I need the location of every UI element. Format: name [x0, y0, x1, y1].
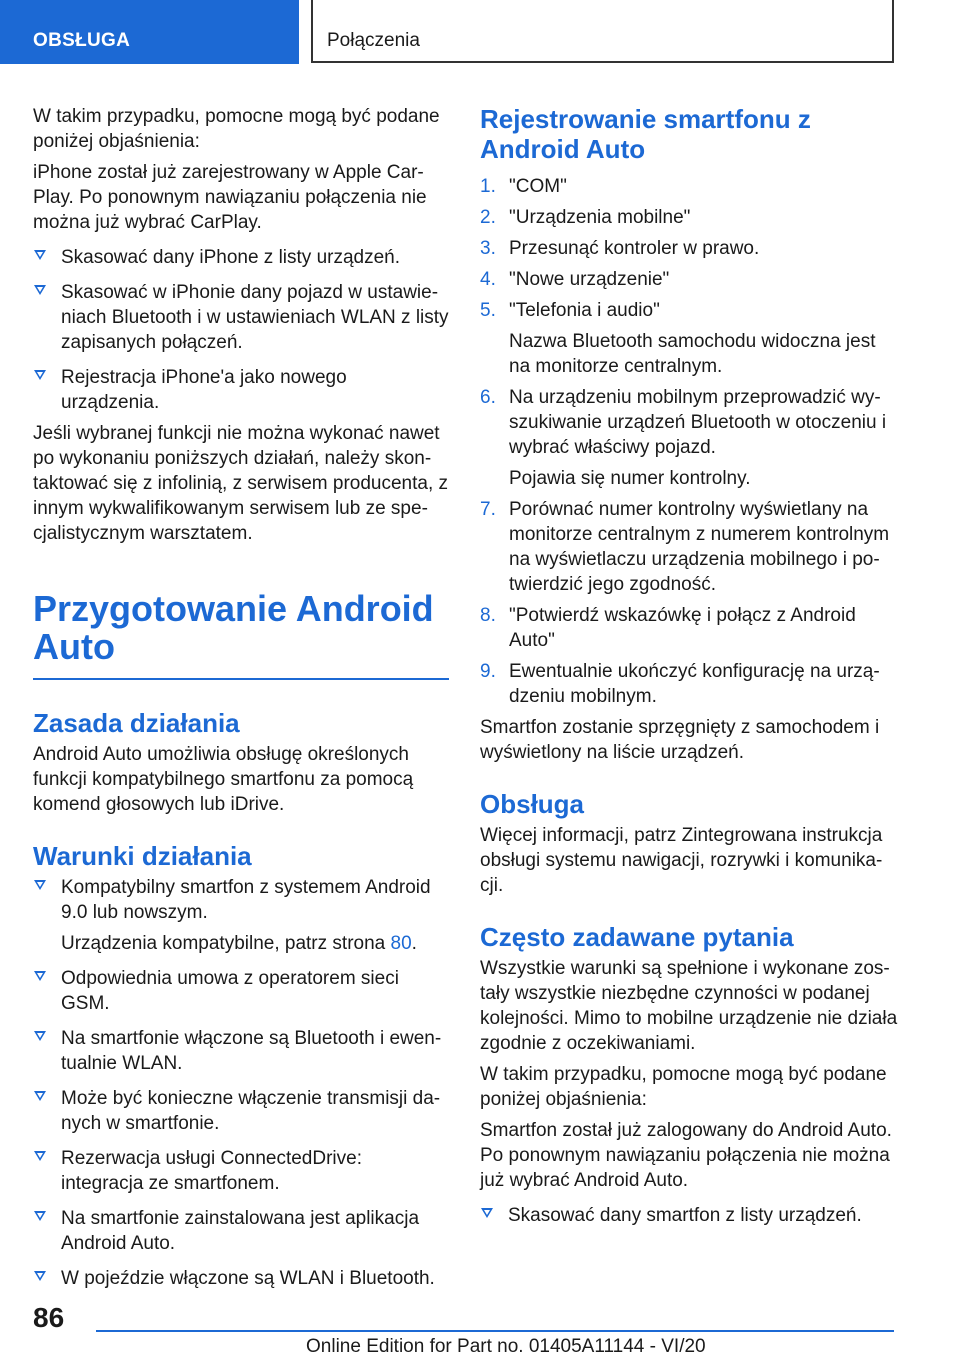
- paragraph: iPhone został już zarejestrowany w Apple CarPlay. Po ponownym nawiązaniu połączenia nie można już wybrać CarPlay.: [33, 162, 427, 233]
- page-link[interactable]: 80: [390, 933, 412, 954]
- step-item: [480, 205, 898, 230]
- step-number: 7.: [480, 499, 496, 520]
- step-text: "Nowe urządzenie": [509, 269, 670, 290]
- bullet-text: Skasować dany iPhone z listy urządzeń.: [61, 247, 401, 268]
- step-text: "Telefonia i audio": [509, 300, 660, 321]
- step-item: [480, 659, 898, 709]
- step-text: Ewentualnie ukończyć konfigurację na urządzeniu mobilnym.: [509, 661, 880, 707]
- step-text: Na urządzeniu mobilnym przeprowadzić wyszukiwanie urządzeń Bluetooth w otoczeniu i wybrać właściwy pojazd.: [509, 387, 887, 458]
- step-item: [480, 497, 898, 597]
- paragraph: Jeśli wybranej funkcji nie można wykonać nawet po wykonaniu poniższych działań, należy skontaktować się z infolinią, z serwisem producenta, z innym wykwalifikowanym serwisem lub ze specjalistycznym warsztatem.: [33, 423, 449, 544]
- step-text: "COM": [509, 176, 567, 197]
- bullet-text: Skasować w iPhonie dany pojazd w ustawieniach Bluetooth i w ustawieniach WLAN z listy zapisanych połączeń.: [61, 282, 449, 353]
- triangle-bullet-icon: [34, 971, 46, 981]
- triangle-bullet-icon: [34, 1091, 46, 1101]
- step-number: 2.: [480, 207, 496, 228]
- bullet-item: [33, 1086, 449, 1136]
- bullet-text: Może być konieczne włączenie transmisji danych w smartfonie.: [61, 1088, 441, 1134]
- paragraph: Android Auto umożliwia obsługę określonych funkcji kompatybilnego smartfonu za pomocą komend głosowych lub iDrive.: [33, 744, 414, 815]
- step-text: "Urządzenia mobilne": [509, 207, 691, 228]
- triangle-bullet-icon: [34, 370, 46, 380]
- step-number: 1.: [480, 176, 496, 197]
- bullet-item: [33, 966, 449, 1016]
- paragraph: Więcej informacji, patrz Zintegrowana instrukcja obsługi systemu nawigacji, rozrywki i komunikacji.: [480, 825, 883, 896]
- bullet-text: Kompatybilny smartfon z systemem Android 9.0 lub nowszym.: [61, 877, 431, 923]
- triangle-bullet-icon: [481, 1208, 493, 1218]
- step-text: Przesunąć kontroler w prawo.: [509, 238, 760, 259]
- step-note: Pojawia się numer kontrolny.: [509, 468, 751, 489]
- triangle-bullet-icon: [34, 1151, 46, 1161]
- bullet-text: Na smartfonie zainstalowana jest aplikacja Android Auto.: [61, 1208, 420, 1254]
- bullet-subtext: Urządzenia kompatybilne, patrz strona 80.: [61, 933, 417, 954]
- footer-rule: [96, 1330, 894, 1332]
- bullet-item: [33, 365, 449, 415]
- step-text: Porównać numer kontrolny wyświetlany na monitorze centralnym z numerem kontrolnym na wyświetlaczu urządzenia mobilnego i potwierdzić jego zgodność.: [509, 499, 890, 595]
- triangle-bullet-icon: [34, 880, 46, 890]
- subheading: Często zadawane pytania: [480, 922, 794, 952]
- chapter-header: [311, 0, 894, 63]
- step-number: 9.: [480, 661, 496, 682]
- step-item: [480, 236, 898, 261]
- bullet-text: Na smartfonie włączone są Bluetooth i ewentualnie WLAN.: [61, 1028, 442, 1074]
- step-number: 3.: [480, 238, 496, 259]
- heading-rule: [33, 666, 449, 680]
- subheading: Zasada działania: [33, 708, 240, 738]
- paragraph: W takim przypadku, pomocne mogą być podane poniżej objaśnienia:: [33, 106, 440, 152]
- triangle-bullet-icon: [34, 1211, 46, 1221]
- bullet-text: Skasować dany smartfon z listy urządzeń.: [508, 1205, 862, 1226]
- bullet-item: [33, 1146, 449, 1196]
- step-item: [480, 174, 898, 199]
- step-number: 4.: [480, 269, 496, 290]
- paragraph: Smartfon został już zalogowany do Android Auto. Po ponownym nawiązaniu połączenia nie można już wybrać Android Auto.: [480, 1120, 892, 1191]
- bullet-item: [33, 1266, 449, 1291]
- bullet-item: [33, 245, 449, 270]
- section-heading: Przygotowanie Android Auto: [33, 588, 434, 667]
- step-number: 8.: [480, 605, 496, 626]
- bullet-text: W pojeździe włączone są WLAN i Bluetooth.: [61, 1268, 435, 1289]
- left-column: [33, 104, 449, 1301]
- subheading: Rejestrowanie smartfonu z Android Auto: [480, 104, 811, 164]
- page-number: 86: [33, 1302, 65, 1333]
- step-item: [480, 603, 898, 653]
- bullet-item: [480, 1203, 898, 1228]
- triangle-bullet-icon: [34, 250, 46, 260]
- chapter-title: Połączenia: [327, 30, 420, 51]
- bullet-text: Odpowiednia umowa z operatorem sieci GSM.: [61, 968, 399, 1014]
- step-item: [480, 267, 898, 292]
- step-number: 6.: [480, 387, 496, 408]
- triangle-bullet-icon: [34, 1031, 46, 1041]
- section-tab: [0, 0, 299, 64]
- bullet-text: Rezerwacja usługi ConnectedDrive: integracja ze smartfonem.: [61, 1148, 362, 1194]
- subheading: Obsługa: [480, 789, 585, 819]
- step-text: "Potwierdź wskazówkę i połącz z Android Auto": [509, 605, 856, 651]
- step-note: Nazwa Bluetooth samochodu widoczna jest na monitorze centralnym.: [509, 331, 876, 377]
- step-item: [480, 298, 898, 379]
- paragraph: W takim przypadku, pomocne mogą być podane poniżej objaśnienia:: [480, 1064, 887, 1110]
- subheading: Warunki działania: [33, 841, 252, 871]
- bullet-item: [33, 1206, 449, 1256]
- section-title: OBSŁUGA: [33, 30, 131, 51]
- triangle-bullet-icon: [34, 1271, 46, 1281]
- bullet-item: [33, 875, 449, 956]
- step-number: 5.: [480, 300, 496, 321]
- right-column: [480, 104, 898, 1238]
- bullet-item: [33, 1026, 449, 1076]
- triangle-bullet-icon: [34, 285, 46, 295]
- footer-edition: Online Edition for Part no. 01405A11144 - VI/20: [306, 1336, 706, 1357]
- paragraph: Wszystkie warunki są spełnione i wykonane zostały wszystkie niezbędne czynności w podanej kolejności. Mimo to mobilne urządzenie nie działa zgodnie z oczekiwaniami.: [480, 958, 898, 1054]
- paragraph: Smartfon zostanie sprzęgnięty z samochodem i wyświetlony na liście urządzeń.: [480, 717, 880, 763]
- bullet-text: Rejestracja iPhone'a jako nowego urządzenia.: [61, 367, 347, 413]
- bullet-item: [33, 280, 449, 355]
- step-item: [480, 385, 898, 491]
